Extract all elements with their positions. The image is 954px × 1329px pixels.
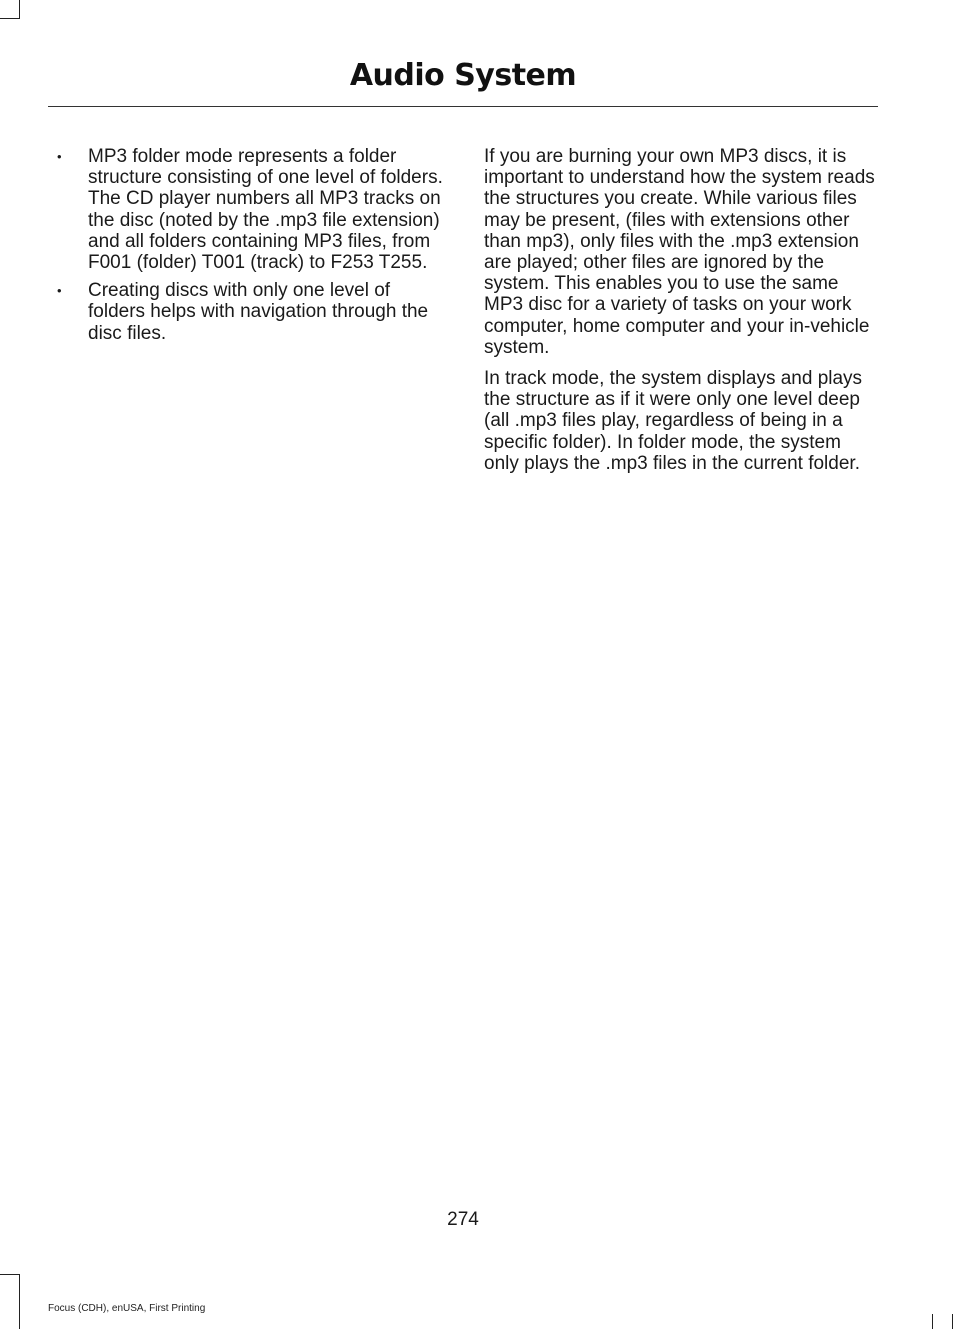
title-divider	[48, 106, 878, 107]
bullet-item	[48, 280, 446, 344]
page-title: Audio System	[349, 58, 577, 93]
crop-mark-top-left-horizontal	[0, 18, 20, 19]
edition-footer: Focus (CDH), enUSA, First Printing	[48, 1303, 206, 1314]
bullet-text: Creating discs with only one level of folders helps with navigation through the disc files.	[88, 280, 429, 344]
bullet-text: MP3 folder mode represents a folder structure consisting of one level of folders. The CD player numbers all MP3 tracks on the disc (noted by the .mp3 file extension) and all folders containing MP3 files, from F001 (folder) T001 (track) to F253 T255.	[88, 146, 443, 274]
crop-mark-bottom-right-vertical-1	[932, 1314, 933, 1329]
crop-mark-bottom-left-horizontal	[0, 1274, 20, 1275]
right-column	[484, 146, 876, 484]
bullet-icon: •	[57, 283, 62, 299]
bullet-item	[48, 146, 446, 273]
page-number: 274	[447, 1209, 479, 1230]
body-paragraph: In track mode, the system displays and plays the structure as if it were only one level deep (all .mp3 files play, regardless of being in a specific folder). In folder mode, the system only plays the .mp3 files in the current folder.	[484, 368, 863, 474]
crop-mark-top-left-vertical	[19, 0, 20, 18]
bullet-list	[48, 146, 446, 344]
bullet-icon: •	[57, 149, 62, 164]
left-column	[48, 146, 446, 351]
body-paragraph: If you are burning your own MP3 discs, it is important to understand how the system reads the structures you create. While various files may be present, (files with extensions other than mp3), only files with the .mp3 extension are played; other files are ignored by the system. This enables you to use the same MP3 disc for a variety of tasks on your work computer, home computer and your in-vehicle system.	[484, 146, 875, 358]
crop-mark-bottom-right-vertical-2	[952, 1314, 953, 1329]
crop-mark-bottom-left-vertical	[19, 1274, 20, 1329]
